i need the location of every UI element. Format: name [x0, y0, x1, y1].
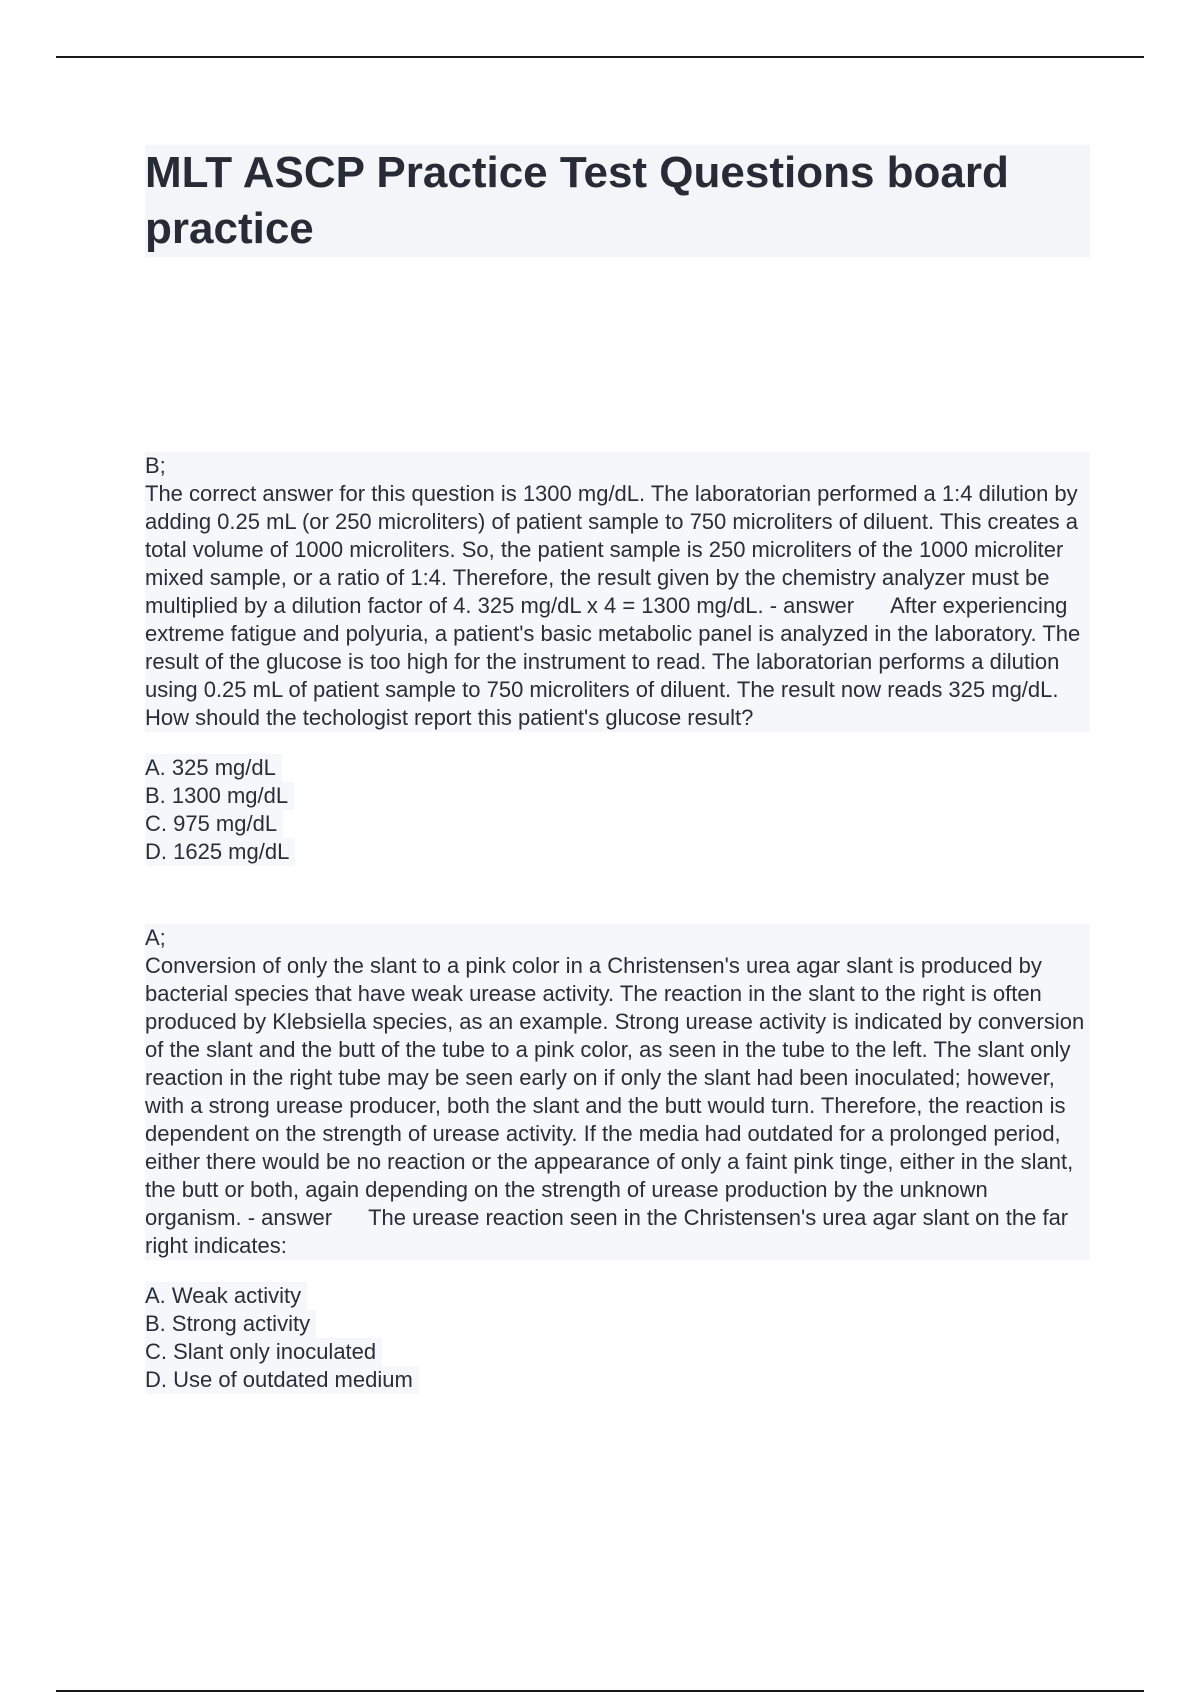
- option-b: B. Strong activity: [145, 1310, 316, 1338]
- option-c: C. 975 mg/dL: [145, 810, 283, 838]
- options-list: [145, 1282, 1090, 1394]
- page-title: MLT ASCP Practice Test Questions board practice: [145, 148, 1009, 253]
- option-d: D. Use of outdated medium: [145, 1366, 419, 1394]
- question-text: After experiencing extreme fatigue and polyuria, a patient's basic metabolic panel is analyzed in the laboratory. The result of the glucose is too high for the instrument to read. The laboratorian performs a dilution using 0.25 mL of patient sample to 750 microliters of diluent. The result now reads 325 mg/dL. How should the techologist report this patient's glucose result?: [145, 593, 1081, 730]
- bottom-rule: [56, 1690, 1144, 1692]
- qa-item-1: [145, 452, 1090, 866]
- option-a: A. 325 mg/dL: [145, 754, 282, 782]
- top-rule: [56, 56, 1144, 58]
- qa-body-1: [145, 452, 1090, 732]
- answer-explanation: The correct answer for this question is 1300 mg/dL. The laboratorian performed a 1:4 dilution by adding 0.25 mL (or 250 microliters) of patient sample to 750 microliters of diluent. This creates a total volume of 1000 microliters. So, the patient sample is 250 microliters of the 1000 microliter mixed sample, or a ratio of 1:4. Therefore, the result given by the chemistry analyzer must be multiplied by a dilution factor of 4. 325 mg/dL x 4 = 1300 mg/dL. - answer: [145, 481, 1079, 618]
- qa-item-2: [145, 924, 1090, 1394]
- question-text: The urease reaction seen in the Christensen's urea agar slant on the far right indicates:: [145, 1205, 1069, 1258]
- answer-letter: A;: [145, 925, 166, 950]
- option-c: C. Slant only inoculated: [145, 1338, 382, 1366]
- options-list: [145, 754, 1090, 866]
- qa-body-2: [145, 924, 1090, 1260]
- option-b: B. 1300 mg/dL: [145, 782, 294, 810]
- title-block: [145, 145, 1090, 257]
- option-d: D. 1625 mg/dL: [145, 838, 295, 866]
- option-a: A. Weak activity: [145, 1282, 307, 1310]
- answer-letter: B;: [145, 453, 166, 478]
- answer-explanation: Conversion of only the slant to a pink color in a Christensen's urea agar slant is produced by bacterial species that have weak urease activity. The reaction in the slant to the right is often produced by Klebsiella species, as an example. Strong urease activity is indicated by conversion of the slant and the butt of the tube to a pink color, as seen in the tube to the left. The slant only reaction in the right tube may be seen early on if only the slant had been inoculated; however, with a strong urease producer, both the slant and the butt would turn. Therefore, the reaction is dependent on the strength of urease activity. If the media had outdated for a prolonged period, either there would be no reaction or the appearance of only a faint pink tinge, either in the slant, the butt or both, again depending on the strength of urease production by the unknown organism. - answer: [145, 953, 1085, 1230]
